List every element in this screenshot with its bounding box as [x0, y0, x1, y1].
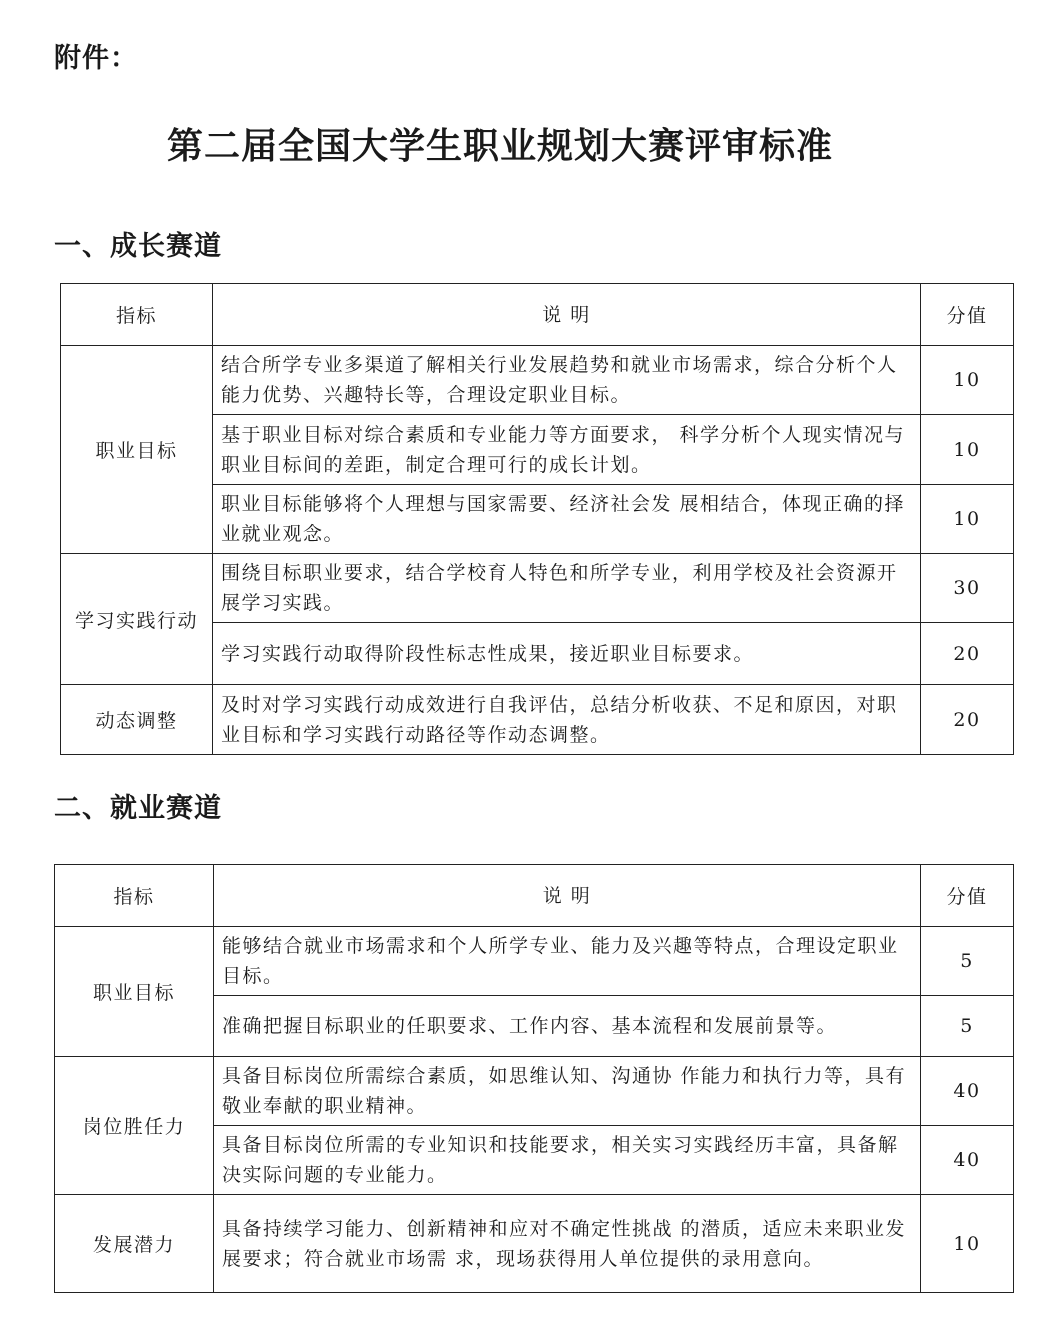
table-row: [61, 346, 1014, 415]
score-cell: 20: [921, 623, 1014, 685]
score-cell: 5: [921, 996, 1014, 1057]
description-cell: 具备目标岗位所需综合素质，如思维认知、沟通协 作能力和执行力等，具有敬业奉献的职业精神。: [214, 1057, 921, 1126]
attachment-label: 附件：: [54, 43, 138, 74]
description-cell: 准确把握目标职业的任职要求、工作内容、基本流程和发展前景等。: [214, 996, 921, 1057]
growth-track-table: [60, 283, 1014, 755]
header-indicator: 指标: [61, 284, 213, 346]
description-cell: 学习实践行动取得阶段性标志性成果，接近职业目标要求。: [213, 623, 921, 685]
indicator-cell: 岗位胜任力: [55, 1057, 214, 1195]
score-cell: 10: [921, 415, 1014, 485]
table-row: [61, 554, 1014, 623]
header-score: 分值: [921, 865, 1014, 927]
score-cell: 10: [921, 1195, 1014, 1293]
header-indicator: 指标: [55, 865, 214, 927]
indicator-cell: 职业目标: [61, 346, 213, 554]
table-header-row: [61, 284, 1014, 346]
table-row: [55, 1057, 1014, 1126]
description-cell: 具备目标岗位所需的专业知识和技能要求，相关实习实践经历丰富，具备解决实际问题的专业能力。: [214, 1126, 921, 1195]
table-header-row: [55, 865, 1014, 927]
header-description: 说 明: [214, 865, 921, 927]
description-cell: 具备持续学习能力、创新精神和应对不确定性挑战 的潜质，适应未来职业发展要求；符合就业市场需 求，现场获得用人单位提供的录用意向。: [214, 1195, 921, 1293]
section-heading-employment: 二、就业赛道: [54, 793, 222, 824]
indicator-cell: 动态调整: [61, 685, 213, 755]
table-row: [61, 685, 1014, 755]
score-cell: 40: [921, 1057, 1014, 1126]
description-cell: 能够结合就业市场需求和个人所学专业、能力及兴趣等特点，合理设定职业目标。: [214, 927, 921, 996]
score-cell: 10: [921, 346, 1014, 415]
description-cell: 及时对学习实践行动成效进行自我评估，总结分析收获、不足和原因，对职业目标和学习实践行动路径等作动态调整。: [213, 685, 921, 755]
table-row: [55, 1195, 1014, 1293]
score-cell: 40: [921, 1126, 1014, 1195]
document-title: 第二届全国大学生职业规划大赛评审标准: [166, 125, 833, 167]
header-score: 分值: [921, 284, 1014, 346]
employment-track-table: [54, 864, 1014, 1293]
indicator-cell: 学习实践行动: [61, 554, 213, 685]
description-cell: 基于职业目标对综合素质和专业能力等方面要求， 科学分析个人现实情况与职业目标间的差距，制定合理可行的成长计划。: [213, 415, 921, 485]
section-heading-growth: 一、成长赛道: [54, 231, 222, 262]
score-cell: 20: [921, 685, 1014, 755]
indicator-cell: 发展潜力: [55, 1195, 214, 1293]
score-cell: 30: [921, 554, 1014, 623]
description-cell: 结合所学专业多渠道了解相关行业发展趋势和就业市场需求，综合分析个人能力优势、兴趣特长等，合理设定职业目标。: [213, 346, 921, 415]
description-cell: 围绕目标职业要求，结合学校育人特色和所学专业，利用学校及社会资源开展学习实践。: [213, 554, 921, 623]
indicator-cell: 职业目标: [55, 927, 214, 1057]
header-description: 说 明: [213, 284, 921, 346]
score-cell: 10: [921, 485, 1014, 554]
score-cell: 5: [921, 927, 1014, 996]
table-row: [55, 927, 1014, 996]
description-cell: 职业目标能够将个人理想与国家需要、经济社会发 展相结合，体现正确的择业就业观念。: [213, 485, 921, 554]
